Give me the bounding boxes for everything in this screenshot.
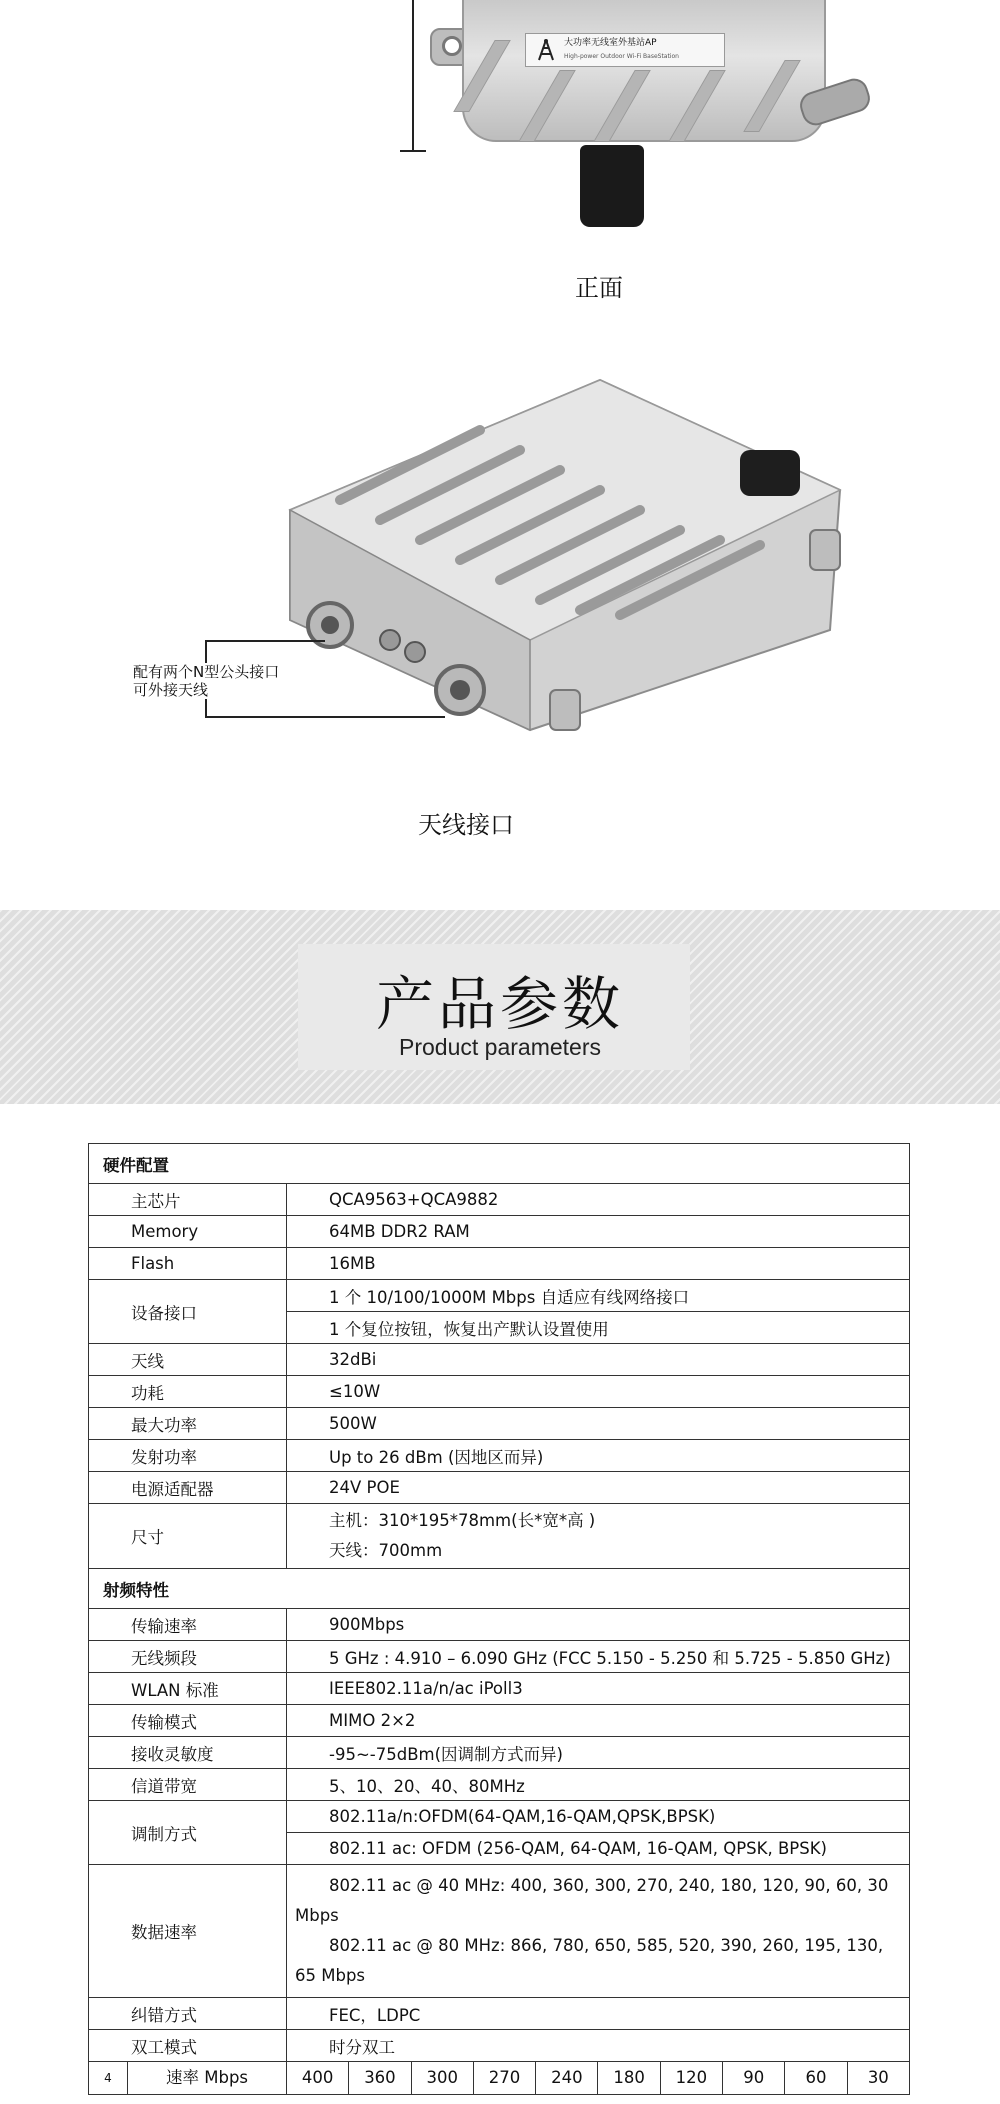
rate-cell: 360	[349, 2062, 411, 2094]
spec-key: 传输模式	[89, 1705, 287, 1737]
screw-icon	[442, 36, 462, 56]
rate-cell: 400	[287, 2062, 349, 2094]
spec-key: WLAN 标准	[89, 1673, 287, 1705]
spec-key: 最大功率	[89, 1408, 287, 1440]
table-row	[89, 1737, 910, 1769]
spec-key: 尺寸	[89, 1504, 287, 1569]
spec-key: 接收灵敏度	[89, 1737, 287, 1769]
label-title-cn: 大功率无线室外基站AP	[564, 38, 657, 48]
spec-value: 24V POE	[287, 1472, 910, 1504]
table-row	[89, 1344, 910, 1376]
spec-key: Memory	[89, 1216, 287, 1248]
dimension-line	[412, 0, 414, 150]
banner-subtitle: Product parameters	[399, 1034, 601, 1060]
spec-value: 时分双工	[287, 2030, 910, 2062]
spec-value: 64MB DDR2 RAM	[287, 1216, 910, 1248]
section-rf: 射频特性	[89, 1569, 910, 1609]
spec-value: 500W	[287, 1408, 910, 1440]
rate-cell: 300	[412, 2062, 474, 2094]
spec-value: 1 个 10/100/1000M Mbps 自适应有线网络接口	[287, 1280, 910, 1312]
spec-key: 功耗	[89, 1376, 287, 1408]
spec-key: 天线	[89, 1344, 287, 1376]
spec-key: 电源适配器	[89, 1472, 287, 1504]
spec-value: 5 GHz : 4.910 – 6.090 GHz (FCC 5.150 - 5.250 和 5.725 - 5.850 GHz)	[287, 1641, 910, 1673]
spec-value: QCA9563+QCA9882	[287, 1184, 910, 1216]
spec-value: IEEE802.11a/n/ac iPoll3	[287, 1673, 910, 1705]
spec-key: 发射功率	[89, 1440, 287, 1472]
callout-line-2: 可外接天线	[133, 681, 209, 699]
rate-side-label: 4	[89, 2062, 128, 2094]
table-row	[89, 1998, 910, 2030]
spec-value: 5、10、20、40、80MHz	[287, 1769, 910, 1801]
section-hardware: 硬件配置	[89, 1144, 910, 1184]
table-row	[89, 1280, 910, 1312]
spec-key: 设备接口	[89, 1280, 287, 1344]
spec-key: 纠错方式	[89, 1998, 287, 2030]
table-row	[89, 1504, 910, 1569]
table-row	[89, 2062, 910, 2095]
spec-key: 主芯片	[89, 1184, 287, 1216]
table-row	[89, 1408, 910, 1440]
rate-cell: 30	[867, 2068, 889, 2087]
heat-fin	[453, 40, 511, 112]
heat-fin	[743, 60, 801, 132]
spec-table	[88, 1143, 910, 2095]
spec-value: MIMO 2×2	[287, 1705, 910, 1737]
rate-label: 速率 Mbps	[128, 2062, 287, 2094]
label-title-en: High-power Outdoor Wi-Fi BaseStation	[564, 53, 679, 60]
spec-key: 数据速率	[89, 1865, 287, 1998]
banner-title: 产品参数	[375, 970, 624, 1038]
spec-value	[287, 1865, 910, 1998]
spec-key: 无线频段	[89, 1641, 287, 1673]
size-antenna: 天线：700mm	[329, 1541, 443, 1560]
spec-value: -95~-75dBm(因调制方式而异)	[287, 1737, 910, 1769]
heat-fin	[593, 70, 651, 142]
spec-key: Flash	[89, 1248, 287, 1280]
table-row	[89, 1705, 910, 1737]
heat-fin	[668, 70, 726, 142]
size-host: 主机：310*195*78mm(长*宽*高 )	[329, 1511, 596, 1530]
table-row	[89, 1801, 910, 1833]
table-row	[89, 1641, 910, 1673]
spec-value: 16MB	[287, 1248, 910, 1280]
callout-line	[205, 640, 325, 642]
rate-cell: 60	[785, 2062, 847, 2094]
table-row	[89, 1673, 910, 1705]
table-row	[89, 1609, 910, 1641]
table-row	[89, 1472, 910, 1504]
spec-value: 1 个复位按钮，恢复出产默认设置使用	[287, 1312, 910, 1344]
rate-cell: 180	[598, 2062, 660, 2094]
table-row	[89, 1216, 910, 1248]
antenna-tower-icon	[534, 38, 558, 62]
spec-value: 802.11 ac: OFDM (256-QAM, 64-QAM, 16-QAM, QPSK, BPSK)	[287, 1833, 910, 1865]
spec-value	[287, 1504, 910, 1569]
spec-value: 802.11a/n:OFDM(64-QAM,16-QAM,QPSK,BPSK)	[287, 1801, 910, 1833]
spec-value: Up to 26 dBm (因地区而异)	[287, 1440, 910, 1472]
spec-key: 信道带宽	[89, 1769, 287, 1801]
caption-front: 正面	[575, 274, 623, 302]
product-photo-ports	[270, 370, 850, 760]
device-front-body	[462, 0, 826, 142]
callout-line	[205, 716, 445, 718]
data-rate-80mhz: 802.11 ac @ 80 MHz: 866, 780, 650, 585, 520, 390, 260, 195, 130, 65 Mbps	[295, 1936, 884, 1985]
table-row	[89, 2030, 910, 2062]
table-row	[89, 1440, 910, 1472]
caption-ports: 天线接口	[418, 811, 514, 839]
table-row	[89, 1865, 910, 1998]
port-callout	[133, 663, 353, 699]
spec-value: FEC，LDPC	[287, 1998, 910, 2030]
table-row	[89, 1248, 910, 1280]
rate-cell: 240	[536, 2062, 598, 2094]
table-row	[89, 1184, 910, 1216]
table-row	[89, 1376, 910, 1408]
spec-value: ≤10W	[287, 1376, 910, 1408]
spec-key: 双工模式	[89, 2030, 287, 2062]
product-photo-front	[0, 0, 1000, 300]
spec-key: 调制方式	[89, 1801, 287, 1865]
callout-line-1: 配有两个N型公头接口	[133, 663, 280, 681]
rate-cell: 270	[474, 2062, 536, 2094]
table-row	[89, 1769, 910, 1801]
spec-key: 传输速率	[89, 1609, 287, 1641]
spec-value: 32dBi	[287, 1344, 910, 1376]
rate-row	[89, 2062, 910, 2095]
data-rate-40mhz: 802.11 ac @ 40 MHz: 400, 360, 300, 270, 240, 180, 120, 90, 60, 30 Mbps	[295, 1876, 889, 1925]
rate-cell: 90	[723, 2062, 785, 2094]
heat-fin	[518, 70, 576, 142]
dimension-tick	[400, 150, 426, 152]
ethernet-connector	[580, 145, 644, 227]
rate-cell: 120	[661, 2062, 723, 2094]
product-label	[525, 33, 725, 67]
spec-value: 900Mbps	[287, 1609, 910, 1641]
